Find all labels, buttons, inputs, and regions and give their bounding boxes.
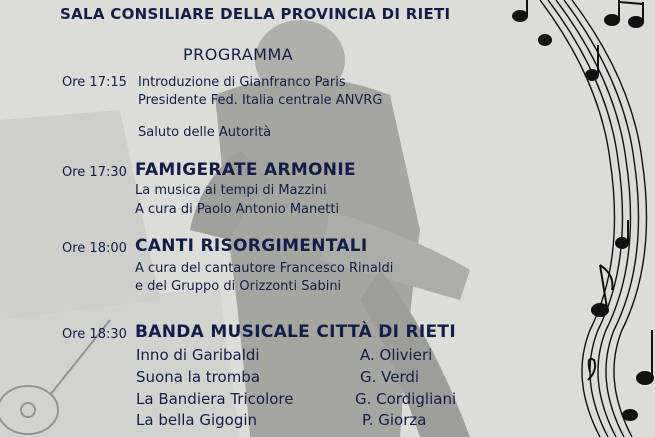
item-time: Ore 18:00 [62,241,127,256]
item-line: La musica ai tempi di Mazzini [135,183,327,198]
piece-composer: G. Verdi [360,368,420,386]
item-line: A cura del cantautore Francesco Rinaldi [135,261,394,276]
item-line: Introduzione di Gianfranco Paris [138,75,346,90]
item-title: BANDA MUSICALE CITTÀ DI RIETI [135,322,456,342]
item-title: FAMIGERATE ARMONIE [135,160,356,180]
program-title: PROGRAMMA [183,45,294,64]
item-time: Ore 17:15 [62,75,127,90]
venue-heading: SALA CONSILIARE DELLA PROVINCIA DI RIETI [60,5,451,23]
piece-title: Suona la tromba [136,368,261,386]
item-line: Presidente Fed. Italia centrale ANVRG [138,93,383,108]
item-title: CANTI RISORGIMENTALI [135,236,368,256]
piece-composer: A. Olivieri [360,346,433,364]
item-line: e del Gruppo di Orizzonti Sabini [135,279,342,294]
item-time: Ore 17:30 [62,165,127,180]
item-time: Ore 18:30 [62,327,127,342]
piece-title: La Bandiera Tricolore [136,390,294,408]
piece-title: La bella Gigogin [136,411,258,429]
item-line: A cura di Paolo Antonio Manetti [135,202,340,217]
greeting-line: Saluto delle Autorità [138,125,272,140]
piece-composer: G. Cordigliani [355,390,457,408]
piece-title: Inno di Garibaldi [136,346,260,364]
piece-composer: P. Giorza [362,411,427,429]
